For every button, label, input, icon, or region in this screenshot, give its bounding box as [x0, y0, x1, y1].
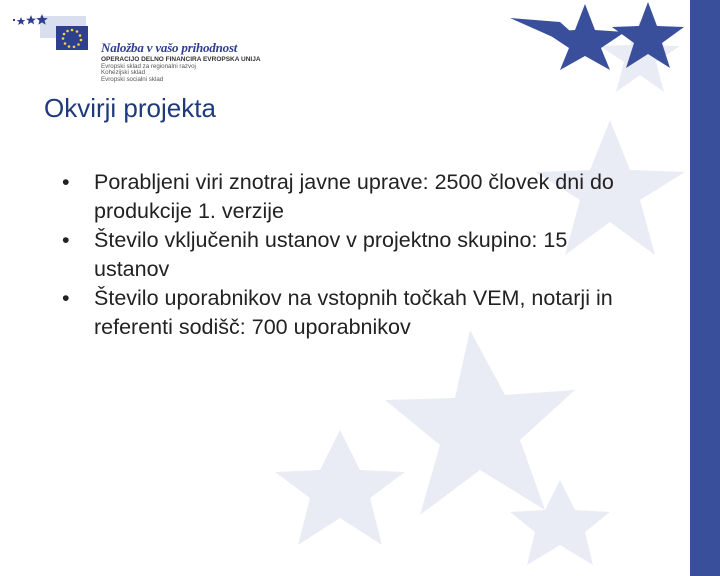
bullet-marker: •: [62, 286, 70, 310]
logo-fund-line: Evropski sklad za regionalni razvoj: [101, 63, 196, 70]
eu-flag-icon: [12, 10, 92, 70]
bullet-item: [62, 284, 632, 342]
logo-title: Naložba v vašo prihodnost: [101, 40, 238, 55]
bullet-list: [62, 168, 632, 342]
logo: [12, 10, 261, 83]
right-edge-bar: [690, 0, 720, 576]
bullet-text: Porabljeni viri znotraj javne uprave: 2500 človek dni do produkcije 1. verzije: [94, 170, 614, 223]
bullet-marker: •: [62, 170, 70, 194]
logo-fund-line: Kohezijski sklad: [101, 69, 146, 77]
logo-fund-line: Evropski socialni sklad: [101, 75, 164, 83]
bullet-item: [62, 226, 632, 284]
bullet-item: [62, 168, 632, 226]
bullet-text: Število uporabnikov na vstopnih točkah VEM, notarji in referenti sodišč: 700 uporabnikov: [94, 286, 613, 339]
top-star-row: [510, 2, 684, 70]
logo-fund-list: [101, 64, 196, 83]
logo-subtitle: OPERACIJO DELNO FINANCIRA EVROPSKA UNIJA: [101, 56, 261, 63]
bullet-marker: •: [62, 228, 70, 252]
bullet-text: Število vključenih ustanov v projektno skupino: 15 ustanov: [94, 228, 568, 281]
slide-title: Okvirji projekta: [44, 93, 216, 123]
